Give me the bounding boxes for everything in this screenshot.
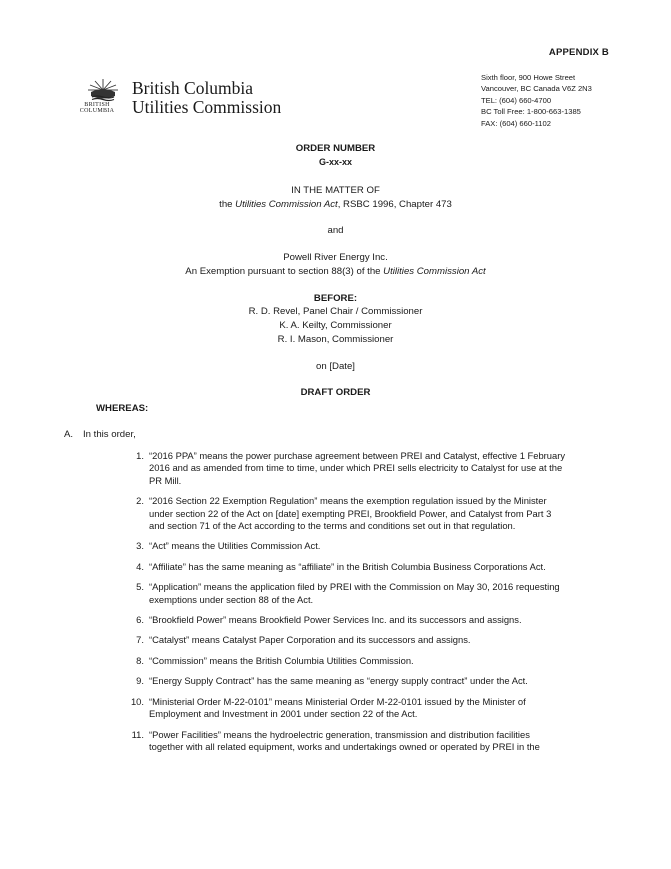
definition-number: 3.: [136, 540, 144, 552]
definition-item: [128, 561, 598, 573]
clause-a: [64, 429, 136, 440]
definition-text-line: PR Mill.: [149, 474, 182, 486]
definition-text-line: under section 22 of the Act on [date] exempting PREI, Brookfield Power, and Catalyst from Part 3: [149, 507, 552, 519]
definition-text-line: “Power Facilities” means the hydroelectric generation, transmission and distribution facilities: [149, 728, 530, 740]
definition-item: [128, 634, 598, 646]
crest-line-2: COLUMBIA: [79, 108, 115, 114]
definition-number: 7.: [136, 634, 144, 646]
panel-member: R. D. Revel, Panel Chair / Commissioner: [248, 306, 423, 317]
before-heading: BEFORE:: [313, 293, 358, 304]
definition-number: 2.: [136, 495, 144, 507]
org-name-line-2: Utilities Commission: [132, 97, 282, 117]
definition-number: 6.: [136, 614, 144, 626]
definition-item: [128, 450, 598, 487]
definition-text-line: “Application” means the application filed by PREI with the Commission on May 30, 2016 requesting: [149, 581, 560, 593]
crest-text: [74, 102, 120, 114]
clause-label: A.: [64, 429, 74, 440]
act-line: [0, 198, 671, 211]
definition-text-line: “Affiliate” has the same meaning as “affiliate” in the British Columbia Business Corporations Act.: [149, 560, 546, 572]
org-name-line-1: British Columbia: [132, 78, 254, 98]
address-line: Vancouver, BC Canada V6Z 2N3: [481, 84, 592, 94]
definition-number: 10.: [130, 695, 144, 707]
order-number: G-xx-xx: [318, 157, 353, 167]
matter-line: IN THE MATTER OF: [291, 185, 380, 196]
order-date: on [Date]: [316, 361, 355, 372]
and-line: and: [327, 225, 344, 236]
definition-item: [128, 614, 598, 626]
definition-text-line: “Ministerial Order M-22-0101” means Ministerial Order M-22-0101 issued by the Minister of: [149, 695, 526, 707]
appendix-label: APPENDIX B: [548, 47, 609, 58]
definition-number: 1.: [136, 450, 144, 461]
toll-free-line: BC Toll Free: 1-800-663-1385: [481, 107, 581, 117]
exemption-line: [0, 265, 671, 278]
definition-item: [128, 675, 598, 687]
definition-text-line: “Commission” means the British Columbia Utilities Commission.: [149, 654, 414, 666]
panel-member: K. A. Keilty, Commissioner: [279, 320, 392, 331]
definition-item: [128, 655, 598, 667]
definition-item: [128, 540, 598, 552]
act-name: Utilities Commission Act: [235, 199, 338, 210]
address-line: Sixth floor, 900 Howe Street: [481, 73, 576, 82]
definition-text-line: “2016 Section 22 Exemption Regulation” means the exemption regulation issued by the Minister: [149, 495, 547, 507]
draft-order-heading: DRAFT ORDER: [300, 387, 371, 398]
definition-text-line: together with all related equipment, works and undertakings owned or operated by PREI in the: [149, 740, 540, 752]
definition-item: [128, 495, 598, 532]
definition-item: [128, 581, 598, 606]
organization-name: [132, 79, 281, 117]
act-suffix: , RSBC 1996, Chapter 473: [337, 199, 452, 210]
fax-line: FAX: (604) 660-1102: [481, 118, 551, 128]
panel-member: R. I. Mason, Commissioner: [277, 334, 394, 345]
definition-number: 8.: [136, 654, 144, 666]
definition-text-line: “Brookfield Power” means Brookfield Power Services Inc. and its successors and assigns.: [149, 614, 522, 626]
definition-text-line: 2016 and as amended from time to time, under which PREI sells electricity to Catalyst for use at the: [149, 462, 563, 474]
definition-text-line: and section 71 of the Act according to the terms and conditions set out in that regulation.: [149, 520, 516, 532]
definition-number: 4.: [136, 560, 144, 572]
order-number-title: ORDER NUMBER: [295, 143, 376, 154]
definition-number: 11.: [131, 728, 144, 740]
definition-text-line: “Act” means the Utilities Commission Act.: [149, 540, 321, 552]
exemption-prefix: An Exemption pursuant to section 88(3) of the: [185, 266, 384, 277]
contact-address: [481, 72, 592, 129]
definition-text-line: exemptions under section 88 of the Act.: [149, 593, 314, 605]
definition-text-line: Employment and Investment in 2001 under section 22 of the Act.: [149, 708, 418, 720]
exemption-act: Utilities Commission Act: [383, 266, 486, 277]
clause-text: In this order,: [83, 429, 136, 440]
act-prefix: the: [219, 199, 236, 210]
crest-line-1: BRITISH: [84, 102, 110, 108]
definition-item: [128, 696, 598, 721]
definition-item: [128, 729, 598, 754]
definition-text-line: “Catalyst” means Catalyst Paper Corporation and its successors and assigns.: [149, 634, 471, 646]
phone-line: TEL: (604) 660-4700: [481, 95, 552, 105]
definition-text-line: “Energy Supply Contract” has the same meaning as “energy supply contract” under the Act.: [149, 675, 528, 687]
definitions-list: [128, 450, 598, 753]
definition-number: 5.: [136, 581, 144, 593]
definition-text-line: “2016 PPA” means the power purchase agreement between PREI and Catalyst, effective 1 February: [149, 450, 566, 461]
whereas-heading: WHEREAS:: [96, 403, 149, 414]
definition-number: 9.: [136, 675, 144, 687]
party-line: Powell River Energy Inc.: [283, 252, 388, 263]
bcuc-logo: [74, 76, 284, 120]
